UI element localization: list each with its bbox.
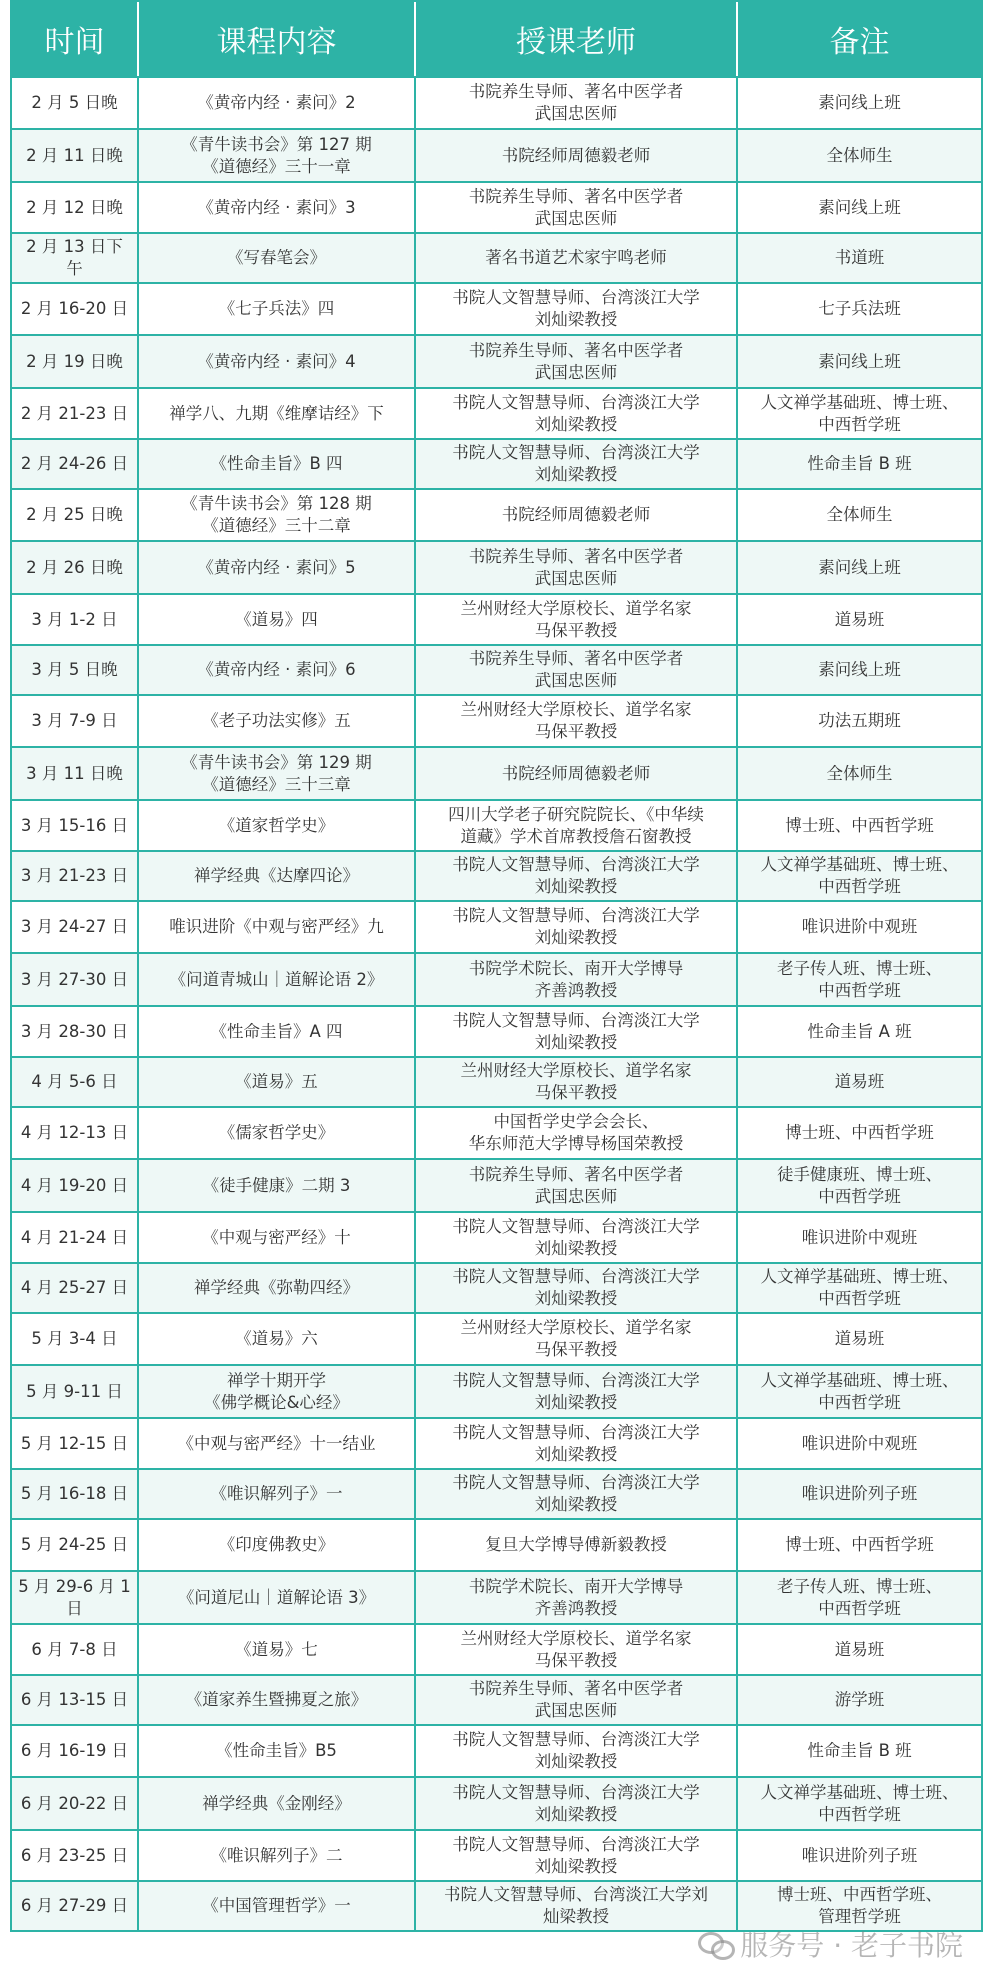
time-cell: 4 月 21-24 日 bbox=[12, 1213, 139, 1262]
header-course: 课程内容 bbox=[139, 2, 416, 76]
course-cell: 《性命圭旨》A 四 bbox=[139, 1007, 416, 1056]
table-row bbox=[12, 282, 981, 334]
note-cell: 道易班 bbox=[834, 1329, 885, 1348]
note-cell: 全体师生 bbox=[826, 505, 893, 524]
note-cell: 性命圭旨 B 班 bbox=[807, 1741, 912, 1760]
note-cell: 素问线上班 bbox=[818, 660, 901, 679]
time-cell: 4 月 5-6 日 bbox=[12, 1058, 139, 1106]
time-cell: 3 月 11 日晚 bbox=[12, 748, 139, 799]
time-cell: 5 月 12-15 日 bbox=[12, 1419, 139, 1468]
time-cell: 3 月 21-23 日 bbox=[12, 852, 139, 900]
time-cell: 3 月 28-30 日 bbox=[12, 1007, 139, 1056]
table-row bbox=[12, 1158, 981, 1211]
table-row bbox=[12, 181, 981, 232]
note-cell: 全体师生 bbox=[826, 763, 893, 783]
teacher-cell: 书院养生导师、著名中医学者 武国忠医师 bbox=[416, 1160, 738, 1211]
time-cell: 4 月 25-27 日 bbox=[12, 1264, 139, 1312]
table-row bbox=[12, 1724, 981, 1776]
time-cell: 5 月 9-11 日 bbox=[12, 1366, 139, 1417]
time-cell: 2 月 24-26 日 bbox=[12, 440, 139, 488]
table-row bbox=[12, 128, 981, 181]
table-row bbox=[12, 76, 981, 128]
teacher-cell: 书院学术院长、南开大学博导 齐善鸿教授 bbox=[416, 1572, 738, 1623]
time-cell: 6 月 13-15 日 bbox=[12, 1676, 139, 1724]
teacher-cell: 书院人文智慧导师、台湾淡江大学 刘灿梁教授 bbox=[416, 1366, 738, 1417]
course-cell: 《印度佛教史》 bbox=[139, 1520, 416, 1570]
time-cell: 2 月 19 日晚 bbox=[12, 336, 139, 387]
course-cell: 《道易》七 bbox=[139, 1625, 416, 1674]
table-row bbox=[12, 593, 981, 644]
course-cell: 《写春笔会》 bbox=[139, 234, 416, 282]
teacher-cell: 书院养生导师、著名中医学者 武国忠医师 bbox=[416, 542, 738, 593]
course-cell: 《黄帝内经 · 素问》4 bbox=[139, 336, 416, 387]
time-cell: 2 月 12 日晚 bbox=[12, 183, 139, 232]
table-row bbox=[12, 746, 981, 799]
teacher-cell: 书院人文智慧导师、台湾淡江大学 刘灿梁教授 bbox=[416, 440, 738, 488]
table-row bbox=[12, 1312, 981, 1364]
teacher-cell: 书院养生导师、著名中医学者 武国忠医师 bbox=[416, 1676, 738, 1724]
teacher-cell: 兰州财经大学原校长、道学名家 马保平教授 bbox=[416, 1314, 738, 1364]
table-row bbox=[12, 334, 981, 387]
teacher-cell: 书院人文智慧导师、台湾淡江大学 刘灿梁教授 bbox=[416, 389, 738, 438]
note-cell: 唯识进阶中观班 bbox=[801, 1433, 918, 1453]
teacher-cell: 书院养生导师、著名中医学者 武国忠医师 bbox=[416, 646, 738, 694]
note-cell: 游学班 bbox=[834, 1690, 885, 1709]
teacher-cell: 书院人文智慧导师、台湾淡江大学 刘灿梁教授 bbox=[416, 1213, 738, 1262]
teacher-cell: 书院人文智慧导师、台湾淡江大学 刘灿梁教授 bbox=[416, 284, 738, 334]
teacher-cell: 书院经师周德毅老师 bbox=[416, 490, 738, 540]
time-cell: 3 月 1-2 日 bbox=[12, 595, 139, 644]
teacher-cell: 书院人文智慧导师、台湾淡江大学刘 灿梁教授 bbox=[416, 1882, 738, 1930]
table-row bbox=[12, 1106, 981, 1158]
teacher-cell: 兰州财经大学原校长、道学名家 马保平教授 bbox=[416, 1058, 738, 1106]
time-cell: 2 月 21-23 日 bbox=[12, 389, 139, 438]
header-time: 时间 bbox=[12, 2, 139, 76]
time-cell: 3 月 24-27 日 bbox=[12, 902, 139, 952]
table-row bbox=[12, 900, 981, 952]
course-cell: 《中国管理哲学》一 bbox=[139, 1882, 416, 1930]
course-cell: 《道家哲学史》 bbox=[139, 801, 416, 850]
course-cell: 禅学经典《达摩四论》 bbox=[139, 852, 416, 900]
wechat-icon bbox=[698, 1930, 732, 1958]
note-cell: 博士班、中西哲学班 bbox=[785, 815, 934, 835]
table-row bbox=[12, 232, 981, 282]
time-cell: 3 月 5 日晚 bbox=[12, 646, 139, 694]
teacher-cell: 书院人文智慧导师、台湾淡江大学 刘灿梁教授 bbox=[416, 1726, 738, 1776]
teacher-cell: 中国哲学史学会会长、 华东师范大学博导杨国荣教授 bbox=[416, 1108, 738, 1158]
note-cell: 唯识进阶中观班 bbox=[801, 1227, 918, 1247]
course-cell: 《中观与密严经》十一结业 bbox=[139, 1419, 416, 1468]
note-cell: 人文禅学基础班、博士班、 中西哲学班 bbox=[760, 392, 959, 434]
time-cell: 4 月 12-13 日 bbox=[12, 1108, 139, 1158]
table-row bbox=[12, 1829, 981, 1880]
note-cell: 书道班 bbox=[834, 248, 885, 267]
note-cell: 唯识进阶列子班 bbox=[801, 1845, 918, 1865]
note-cell: 素问线上班 bbox=[818, 351, 901, 371]
note-cell: 人文禅学基础班、博士班、 中西哲学班 bbox=[760, 855, 959, 896]
table-row bbox=[12, 1211, 981, 1262]
teacher-cell: 复旦大学博导傅新毅教授 bbox=[416, 1520, 738, 1570]
note-cell: 性命圭旨 A 班 bbox=[807, 1021, 912, 1041]
note-cell: 素问线上班 bbox=[818, 93, 901, 112]
course-cell: 禅学十期开学 《佛学概论&心经》 bbox=[139, 1366, 416, 1417]
time-cell: 6 月 20-22 日 bbox=[12, 1778, 139, 1829]
table-row bbox=[12, 1005, 981, 1056]
note-cell: 人文禅学基础班、博士班、 中西哲学班 bbox=[760, 1267, 959, 1308]
time-cell: 5 月 29-6 月 1 日 bbox=[12, 1572, 139, 1623]
teacher-cell: 书院经师周德毅老师 bbox=[416, 130, 738, 181]
table-row bbox=[12, 1518, 981, 1570]
teacher-cell: 书院养生导师、著名中医学者 武国忠医师 bbox=[416, 183, 738, 232]
time-cell: 2 月 25 日晚 bbox=[12, 490, 139, 540]
note-cell: 唯识进阶列子班 bbox=[801, 1484, 918, 1503]
course-cell: 唯识进阶《中观与密严经》九 bbox=[139, 902, 416, 952]
teacher-cell: 书院人文智慧导师、台湾淡江大学 刘灿梁教授 bbox=[416, 1470, 738, 1518]
course-cell: 《黄帝内经 · 素问》5 bbox=[139, 542, 416, 593]
note-cell: 全体师生 bbox=[826, 145, 893, 165]
table-row bbox=[12, 540, 981, 593]
teacher-cell: 书院人文智慧导师、台湾淡江大学 刘灿梁教授 bbox=[416, 1778, 738, 1829]
table-header bbox=[12, 2, 981, 76]
table-row bbox=[12, 1623, 981, 1674]
time-cell: 6 月 27-29 日 bbox=[12, 1882, 139, 1930]
time-cell: 2 月 26 日晚 bbox=[12, 542, 139, 593]
table-row bbox=[12, 488, 981, 540]
course-cell: 《青牛读书会》第 128 期 《道德经》三十二章 bbox=[139, 490, 416, 540]
teacher-cell: 书院学术院长、南开大学博导 齐善鸿教授 bbox=[416, 954, 738, 1005]
header-note: 备注 bbox=[829, 25, 890, 60]
time-cell: 5 月 16-18 日 bbox=[12, 1470, 139, 1518]
header-teacher: 授课老师 bbox=[416, 2, 738, 76]
teacher-cell: 兰州财经大学原校长、道学名家 马保平教授 bbox=[416, 1625, 738, 1674]
teacher-cell: 书院人文智慧导师、台湾淡江大学 刘灿梁教授 bbox=[416, 1831, 738, 1880]
note-cell: 道易班 bbox=[834, 609, 885, 629]
course-cell: 《儒家哲学史》 bbox=[139, 1108, 416, 1158]
teacher-cell: 著名书道艺术家宇鸣老师 bbox=[416, 234, 738, 282]
teacher-cell: 书院人文智慧导师、台湾淡江大学 刘灿梁教授 bbox=[416, 852, 738, 900]
note-cell: 素问线上班 bbox=[818, 557, 901, 577]
table-row bbox=[12, 1570, 981, 1623]
table-row bbox=[12, 1417, 981, 1468]
watermark-text: 服务号 · 老子书院 bbox=[740, 1929, 963, 1962]
table-row bbox=[12, 1776, 981, 1829]
time-cell: 6 月 23-25 日 bbox=[12, 1831, 139, 1880]
note-cell: 素问线上班 bbox=[818, 197, 901, 217]
note-cell: 唯识进阶中观班 bbox=[801, 917, 918, 936]
course-cell: 《道易》六 bbox=[139, 1314, 416, 1364]
note-cell: 人文禅学基础班、博士班、 中西哲学班 bbox=[760, 1782, 959, 1824]
schedule-table bbox=[10, 0, 983, 1932]
time-cell: 3 月 15-16 日 bbox=[12, 801, 139, 850]
note-cell: 道易班 bbox=[834, 1072, 885, 1091]
table-row bbox=[12, 644, 981, 694]
course-cell: 禅学经典《金刚经》 bbox=[139, 1778, 416, 1829]
course-cell: 《七子兵法》四 bbox=[139, 284, 416, 334]
teacher-cell: 书院养生导师、著名中医学者 武国忠医师 bbox=[416, 78, 738, 128]
time-cell: 5 月 3-4 日 bbox=[12, 1314, 139, 1364]
note-cell: 道易班 bbox=[834, 1639, 885, 1659]
time-cell: 2 月 5 日晚 bbox=[12, 78, 139, 128]
time-cell: 2 月 13 日下午 bbox=[12, 234, 139, 282]
course-cell: 《青牛读书会》第 127 期 《道德经》三十一章 bbox=[139, 130, 416, 181]
course-cell: 《青牛读书会》第 129 期 《道德经》三十三章 bbox=[139, 748, 416, 799]
course-cell: 禅学八、九期《维摩诘经》下 bbox=[139, 389, 416, 438]
time-cell: 5 月 24-25 日 bbox=[12, 1520, 139, 1570]
teacher-cell: 书院养生导师、著名中医学者 武国忠医师 bbox=[416, 336, 738, 387]
table-row bbox=[12, 850, 981, 900]
course-cell: 《问道尼山｜道解论语 3》 bbox=[139, 1572, 416, 1623]
note-cell: 功法五期班 bbox=[818, 711, 901, 730]
teacher-cell: 书院人文智慧导师、台湾淡江大学 刘灿梁教授 bbox=[416, 1264, 738, 1312]
table-row bbox=[12, 1056, 981, 1106]
time-cell: 6 月 16-19 日 bbox=[12, 1726, 139, 1776]
table-body bbox=[12, 76, 981, 1930]
teacher-cell: 书院人文智慧导师、台湾淡江大学 刘灿梁教授 bbox=[416, 1007, 738, 1056]
course-cell: 禅学经典《弥勒四经》 bbox=[139, 1264, 416, 1312]
course-cell: 《道易》五 bbox=[139, 1058, 416, 1106]
teacher-cell: 书院人文智慧导师、台湾淡江大学 刘灿梁教授 bbox=[416, 902, 738, 952]
time-cell: 6 月 7-8 日 bbox=[12, 1625, 139, 1674]
table-row bbox=[12, 1674, 981, 1724]
table-row bbox=[12, 1364, 981, 1417]
table-row bbox=[12, 1468, 981, 1518]
teacher-cell: 兰州财经大学原校长、道学名家 马保平教授 bbox=[416, 696, 738, 746]
note-cell: 博士班、中西哲学班 bbox=[785, 1123, 934, 1142]
note-cell: 人文禅学基础班、博士班、 中西哲学班 bbox=[760, 1370, 959, 1412]
course-cell: 《道易》四 bbox=[139, 595, 416, 644]
course-cell: 《性命圭旨》B5 bbox=[139, 1726, 416, 1776]
course-cell: 《问道青城山｜道解论语 2》 bbox=[139, 954, 416, 1005]
course-cell: 《性命圭旨》B 四 bbox=[139, 440, 416, 488]
course-cell: 《黄帝内经 · 素问》6 bbox=[139, 646, 416, 694]
note-cell: 徒手健康班、博士班、 中西哲学班 bbox=[777, 1164, 942, 1206]
note-cell: 性命圭旨 B 班 bbox=[807, 454, 912, 473]
course-cell: 《黄帝内经 · 素问》2 bbox=[139, 78, 416, 128]
course-cell: 《中观与密严经》十 bbox=[139, 1213, 416, 1262]
table-row bbox=[12, 694, 981, 746]
teacher-cell: 书院经师周德毅老师 bbox=[416, 748, 738, 799]
table-row bbox=[12, 952, 981, 1005]
table-row bbox=[12, 1262, 981, 1312]
course-cell: 《唯识解列子》一 bbox=[139, 1470, 416, 1518]
note-cell: 博士班、中西哲学班 bbox=[785, 1535, 934, 1554]
course-cell: 《唯识解列子》二 bbox=[139, 1831, 416, 1880]
note-cell: 老子传人班、博士班、 中西哲学班 bbox=[777, 958, 942, 1000]
table-row bbox=[12, 799, 981, 850]
time-cell: 3 月 27-30 日 bbox=[12, 954, 139, 1005]
teacher-cell: 书院人文智慧导师、台湾淡江大学 刘灿梁教授 bbox=[416, 1419, 738, 1468]
table-row bbox=[12, 1880, 981, 1930]
course-cell: 《老子功法实修》五 bbox=[139, 696, 416, 746]
time-cell: 3 月 7-9 日 bbox=[12, 696, 139, 746]
course-cell: 《道家养生暨拂夏之旅》 bbox=[139, 1676, 416, 1724]
teacher-cell: 四川大学老子研究院院长、《中华续 道藏》学术首席教授詹石窗教授 bbox=[416, 801, 738, 850]
note-cell: 博士班、中西哲学班、 管理哲学班 bbox=[777, 1885, 942, 1926]
time-cell: 2 月 16-20 日 bbox=[12, 284, 139, 334]
table-row bbox=[12, 387, 981, 438]
course-cell: 《黄帝内经 · 素问》3 bbox=[139, 183, 416, 232]
course-cell: 《徒手健康》二期 3 bbox=[139, 1160, 416, 1211]
table-row bbox=[12, 438, 981, 488]
note-cell: 老子传人班、博士班、 中西哲学班 bbox=[777, 1576, 942, 1618]
teacher-cell: 兰州财经大学原校长、道学名家 马保平教授 bbox=[416, 595, 738, 644]
time-cell: 4 月 19-20 日 bbox=[12, 1160, 139, 1211]
note-cell: 七子兵法班 bbox=[818, 299, 901, 318]
time-cell: 2 月 11 日晚 bbox=[12, 130, 139, 181]
